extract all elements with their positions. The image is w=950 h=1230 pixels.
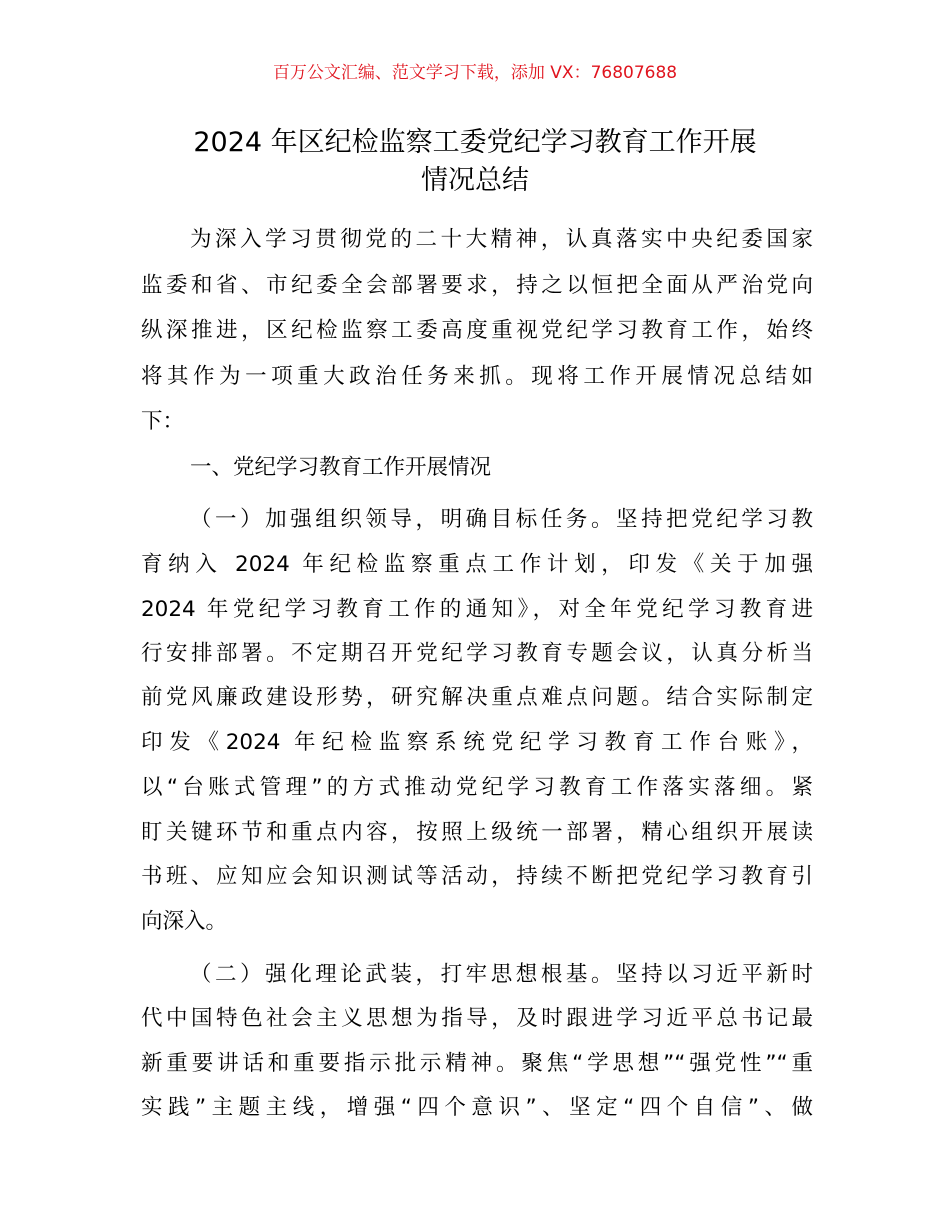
paragraph-line: 将其作为一项重大政治任务来抓。现将工作开展情况总结如 bbox=[141, 364, 813, 389]
document-title-line-1: 2024 年区纪检监察工委党纪学习教育工作开展 bbox=[193, 127, 757, 158]
paragraph-line: 实践”主题主线，增强“四个意识”、坚定“四个自信”、做 bbox=[141, 1095, 813, 1120]
paragraph-line: 书班、应知应会知识测试等活动，持续不断把党纪学习教育引 bbox=[141, 864, 813, 889]
paragraph-line: 新重要讲话和重要指示批示精神。聚焦“学思想”“强党性”“重 bbox=[141, 1051, 813, 1076]
document-title-line-2: 情况总结 bbox=[421, 165, 529, 196]
paragraph-line: 前党风廉政建设形势，研究解决重点难点问题。结合实际制定 bbox=[141, 685, 813, 710]
paragraph-line: 行安排部署。不定期召开党纪学习教育专题会议，认真分析当 bbox=[141, 641, 813, 666]
paragraph-line: 代中国特色社会主义思想为指导，及时跟进学习近平总书记最 bbox=[141, 1006, 813, 1031]
paragraph-line: 印发《2024 年纪检监察系统党纪学习教育工作台账》， bbox=[141, 730, 813, 755]
header-banner: 百万公文汇编、范文学习下载，添加 VX：76807688 bbox=[272, 63, 678, 83]
paragraph-line: 为深入学习贯彻党的二十大精神，认真落实中央纪委国家 bbox=[190, 227, 813, 252]
paragraph-line: 以“台账式管理”的方式推动党纪学习教育工作落实落细。紧 bbox=[141, 775, 813, 800]
paragraph-line: （一）加强组织领导，明确目标任务。坚持把党纪学习教 bbox=[190, 507, 813, 532]
paragraph-line: 育纳入 2024 年纪检监察重点工作计划，印发《关于加强 bbox=[141, 552, 813, 577]
paragraph-line: 向深入。 bbox=[141, 909, 228, 934]
paragraph-line: 盯关键环节和重点内容，按照上级统一部署，精心组织开展读 bbox=[141, 820, 813, 845]
section-heading: 一、党纪学习教育工作开展情况 bbox=[190, 455, 492, 480]
paragraph-line: 纵深推进，区纪检监察工委高度重视党纪学习教育工作，始终 bbox=[141, 318, 813, 343]
paragraph-line: 2024 年党纪学习教育工作的通知》，对全年党纪学习教育进 bbox=[141, 597, 813, 622]
paragraph-line: 下： bbox=[141, 409, 185, 434]
paragraph-line: （二）强化理论武装，打牢思想根基。坚持以习近平新时 bbox=[190, 962, 813, 987]
paragraph-line: 监委和省、市纪委全会部署要求，持之以恒把全面从严治党向 bbox=[141, 273, 813, 298]
